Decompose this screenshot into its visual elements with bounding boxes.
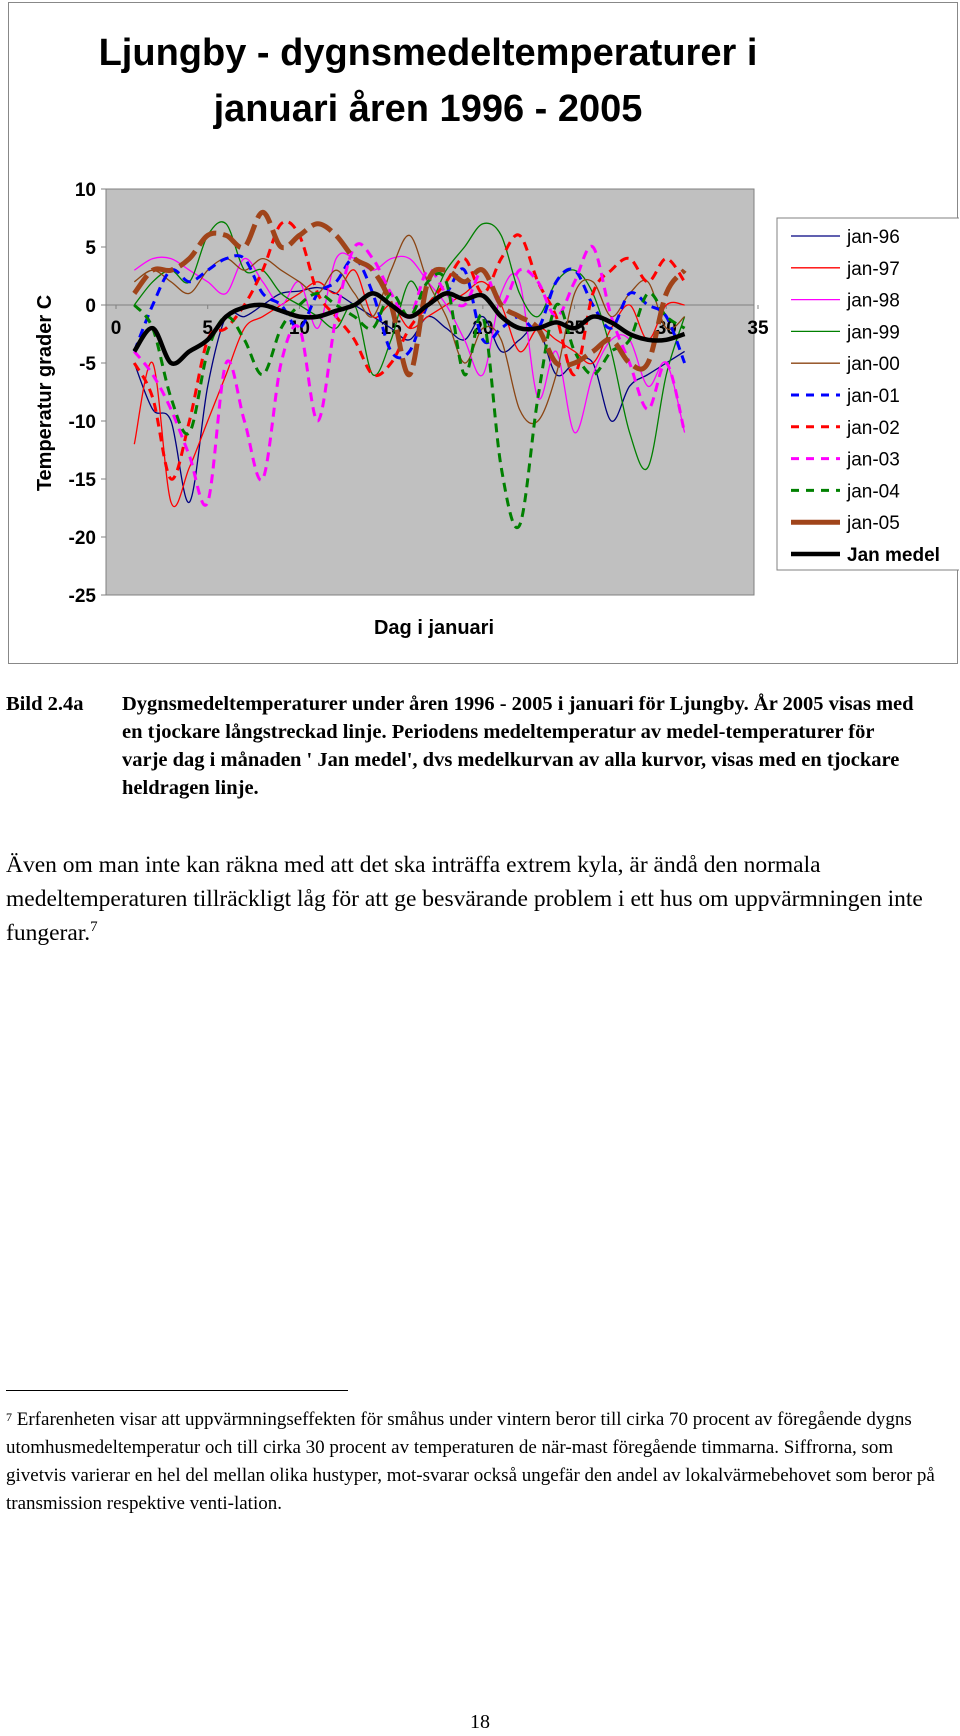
plot-area [106,189,754,595]
y-tick-label: 0 [85,296,96,317]
y-tick-label: 10 [74,180,96,201]
x-tick-label: 5 [202,318,214,339]
y-tick-label: -25 [68,586,96,607]
footnote [6,1406,951,1518]
legend-label: jan-01 [847,386,900,407]
legend-label: jan-00 [847,354,900,376]
footnote-text: Erfarenheten visar att uppvärmningseffekten för småhus under vintern beror till cirka 70 procent av föregående dygns utomhusmedeltemperatur och till cirka 30 procent av temperaturen de när-mast föregående timmarna. Siffrorna, som givetvis varierar en hel del mellan olika hustyper, mot-svarar också ungefär den andel av lokalvärmebehovet som beror på transmission respektive venti-lation. [6,1409,935,1514]
y-axis-title: Temperatur grader C [34,294,56,492]
x-tick-label: 35 [747,318,769,339]
y-tick-label: -20 [68,528,96,549]
temperature-line-chart [9,3,959,665]
legend-label: jan-03 [847,449,900,471]
legend-label: jan-97 [847,258,900,280]
x-tick-label: 0 [110,318,122,339]
y-tick-label: -5 [79,354,96,375]
chart-title-line: januari åren 1996 - 2005 [213,88,643,130]
chart-title-line: Ljungby - dygnsmedeltemperaturer i [98,32,758,74]
legend-label: jan-98 [847,290,900,312]
page-number: 18 [470,1711,490,1733]
footnote-divider [6,1390,348,1391]
x-axis-title: Dag i januari [373,617,495,639]
caption-text: Dygnsmedeltemperaturer under åren 1996 - 2005 i januari för Ljungby. År 2005 visas med en tjockare långstreckad linje. Periodens medeltemperatur av medel-temperaturer för varje dag i månaden ' Jan medel', dvs medelkurvan av alla kurvor, visas med en tjockare heldragen linje. [122,693,914,799]
legend-label: jan-02 [847,417,900,439]
y-tick-label: -15 [68,470,96,491]
x-tick-label: 20 [472,318,494,339]
legend-label: jan-04 [847,481,900,503]
legend-label: jan-05 [847,513,900,535]
y-tick-label: 5 [85,238,96,259]
legend-label: jan-96 [847,227,900,248]
x-tick-label: 25 [564,318,586,339]
legend-label: jan-99 [847,322,900,344]
paragraph-text: Även om man inte kan räkna med att det ska inträffa extrem kyla, är ändå den normala medeltemperaturen tillräckligt låg för att ge besvärande problem i ett hus om uppvärmningen inte fungerar. [6,852,923,946]
legend-label: Jan medel [847,545,940,566]
footnote-marker: 7 [6,1410,12,1424]
body-paragraph [6,848,956,950]
x-tick-label: 30 [655,318,677,339]
x-tick-label: 15 [380,318,402,339]
x-tick-label: 10 [288,318,310,339]
footnote-reference: 7 [90,919,98,935]
chart-frame [8,2,958,664]
caption-label: Bild 2.4a [6,693,84,715]
y-tick-label: -10 [68,412,96,433]
